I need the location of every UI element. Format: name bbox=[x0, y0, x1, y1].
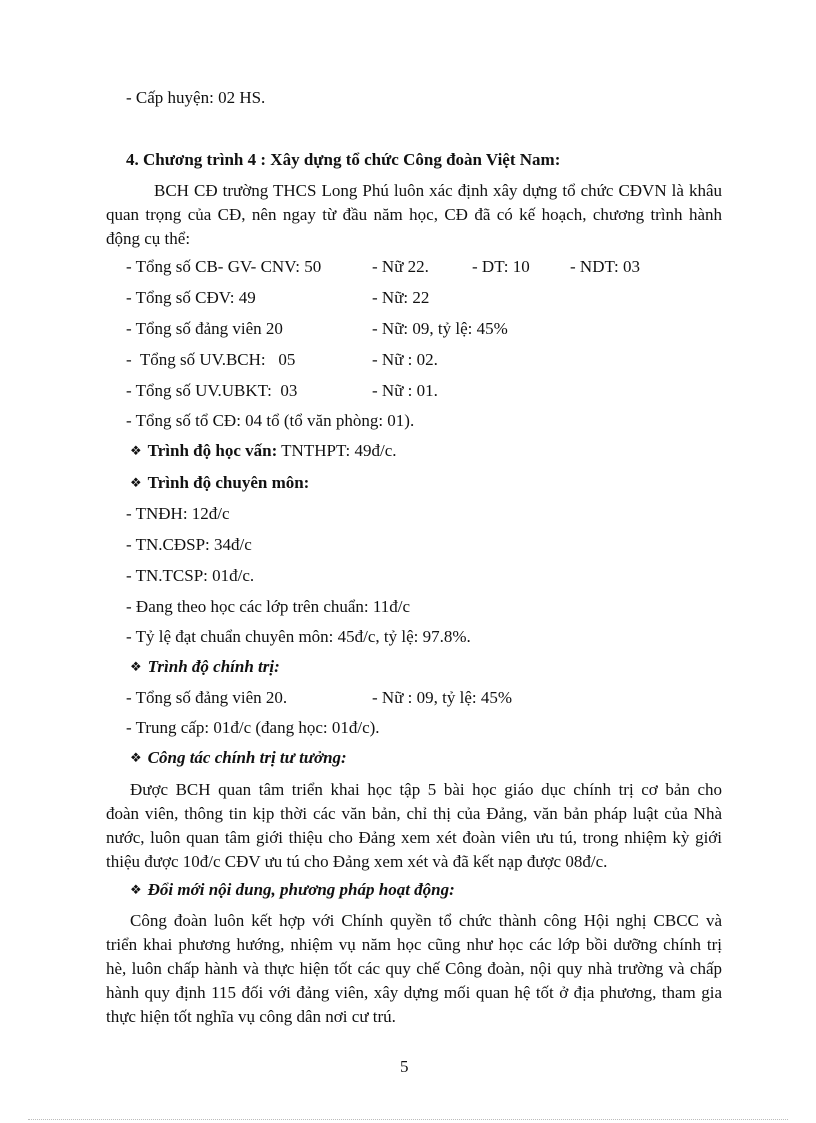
chuyenmon-item: - Đang theo học các lớp trên chuẩn: 11đ/c bbox=[126, 597, 411, 616]
doimoi-heading bbox=[130, 880, 455, 901]
chinhtri-party-female: - Nữ : 09, tỷ lệ: 45% bbox=[372, 688, 513, 707]
stat-union-members: - Tổng số CĐV: 49 bbox=[126, 288, 256, 307]
chinhtri-party-members: - Tổng số đảng viên 20. bbox=[126, 688, 288, 707]
chuyenmon-item: - TNĐH: 12đ/c bbox=[126, 504, 230, 523]
tutuong-label: Công tác chính trị tư tưởng: bbox=[147, 748, 347, 767]
doimoi-line: thực hiện tốt nghĩa vụ công dân nơi cư trú. bbox=[106, 1007, 396, 1026]
chuyenmon-item: - TN.TCSP: 01đ/c. bbox=[126, 566, 255, 585]
stat-total-staff-ndt: - NDT: 03 bbox=[570, 257, 640, 276]
hocvan-value: TNTHPT: 49đ/c. bbox=[277, 441, 397, 460]
diamond-bullet-icon: ❖ bbox=[130, 882, 142, 897]
page-number: 5 bbox=[400, 1057, 409, 1076]
doimoi-line: hè, luôn chấp hành và thực hiện tốt các quy chế Công đoàn, nội quy nhà trường và chấp bbox=[106, 959, 722, 978]
stat-ubkt-female: - Nữ : 01. bbox=[372, 381, 438, 400]
stat-total-staff: - Tổng số CB- GV- CNV: 50 bbox=[126, 257, 322, 276]
hocvan-label: Trình độ học vấn: bbox=[147, 441, 278, 460]
intro-line-3: động cụ thể: bbox=[106, 229, 191, 248]
chuyenmon-heading bbox=[130, 473, 309, 494]
diamond-bullet-icon: ❖ bbox=[130, 475, 142, 490]
doimoi-line: triển khai phương hướng, nhiệm vụ năm học cũng như học các lớp bồi dưỡng chính trị bbox=[106, 935, 722, 954]
chinhtri-intermediate: - Trung cấp: 01đ/c (đang học: 01đ/c). bbox=[126, 718, 380, 737]
stat-union-members-female: - Nữ: 22 bbox=[372, 288, 430, 307]
stat-bch-female: - Nữ : 02. bbox=[372, 350, 438, 369]
chuyenmon-item: - TN.CĐSP: 34đ/c bbox=[126, 535, 252, 554]
chuyenmon-label: Trình độ chuyên môn: bbox=[147, 473, 310, 492]
stat-bch: - Tổng số UV.BCH: 05 bbox=[126, 350, 296, 369]
tutuong-line: thiệu được 10đ/c CĐV ưu tú cho Đảng xem xét và đã kết nạp được 08đ/c. bbox=[106, 852, 608, 871]
diamond-bullet-icon: ❖ bbox=[130, 750, 142, 765]
tutuong-line: Được BCH quan tâm triển khai học tập 5 bài học giáo dục chính trị cơ bản cho bbox=[130, 780, 722, 799]
chinhtri-label: Trình độ chính trị: bbox=[147, 657, 280, 676]
doimoi-line: hành quy định 115 đối với đảng viên, xây dựng mối quan hệ tốt ở địa phương, tham gia bbox=[106, 983, 722, 1002]
stat-total-staff-dt: - DT: 10 bbox=[472, 257, 530, 276]
top-line: - Cấp huyện: 02 HS. bbox=[126, 88, 266, 107]
intro-line-1: BCH CĐ trường THCS Long Phú luôn xác định xây dựng tổ chức CĐVN là khâu bbox=[154, 181, 722, 200]
stat-total-staff-female: - Nữ 22. bbox=[372, 257, 429, 276]
tutuong-line: đoàn viên, thông tin kịp thời các văn bản, chỉ thị của Đảng, văn bản pháp luật của Nhà bbox=[106, 804, 722, 823]
doimoi-label: Đổi mới nội dung, phương pháp hoạt động: bbox=[147, 880, 455, 899]
stat-ubkt: - Tổng số UV.UBKT: 03 bbox=[126, 381, 298, 400]
section-title: 4. Chương trình 4 : Xây dựng tổ chức Công đoàn Việt Nam: bbox=[126, 150, 561, 169]
chinhtri-heading bbox=[130, 657, 280, 678]
chuyenmon-item: - Tỷ lệ đạt chuẩn chuyên môn: 45đ/c, tỷ lệ: 97.8%. bbox=[126, 627, 471, 646]
stat-party-members-female: - Nữ: 09, tỷ lệ: 45% bbox=[372, 319, 508, 338]
tutuong-heading bbox=[130, 748, 347, 769]
stat-party-members: - Tổng số đảng viên 20 bbox=[126, 319, 283, 338]
tutuong-line: nước, luôn quan tâm giới thiệu cho Đảng xem xét đoàn viên ưu tú, trong nhiệm kỳ giới bbox=[106, 828, 722, 847]
stat-union-groups: - Tổng số tổ CĐ: 04 tổ (tổ văn phòng: 01). bbox=[126, 411, 415, 430]
diamond-bullet-icon: ❖ bbox=[130, 443, 142, 458]
hocvan-heading bbox=[130, 441, 396, 462]
page-divider bbox=[28, 1119, 788, 1120]
diamond-bullet-icon: ❖ bbox=[130, 659, 142, 674]
doimoi-line: Công đoàn luôn kết hợp với Chính quyền tổ chức thành công Hội nghị CBCC và bbox=[130, 911, 722, 930]
intro-line-2: quan trọng của CĐ, nên ngay từ đầu năm học, CĐ đã có kế hoạch, chương trình hành bbox=[106, 205, 722, 224]
